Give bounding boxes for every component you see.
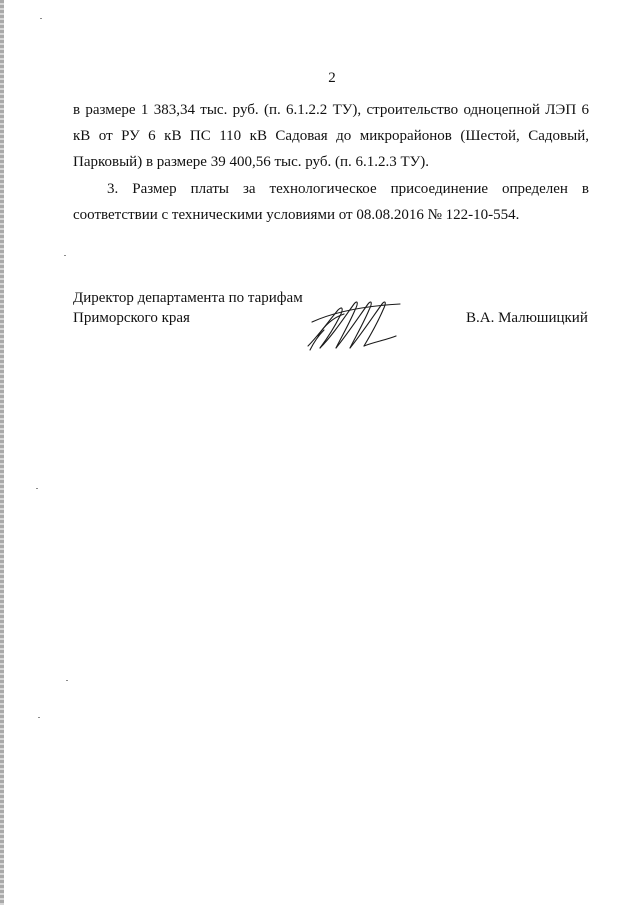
signatory-position-line: Приморского края <box>73 310 190 326</box>
scan-speck <box>36 488 38 489</box>
paragraph-line: 3. Размер платы за технологическое присоединение определен в <box>107 181 589 197</box>
page-number: 2 <box>328 70 336 86</box>
paragraph-line: кВ от РУ 6 кВ ПС 110 кВ Садовая до микрорайонов (Шестой, Садовый, <box>73 128 589 144</box>
scan-speck <box>64 255 66 256</box>
paragraph-tariff-amounts <box>73 97 589 175</box>
paragraph-line: в размере 1 383,34 тыс. руб. (п. 6.1.2.2 ТУ), строительство одноцепной ЛЭП 6 <box>73 102 589 118</box>
signatory-position <box>73 288 303 328</box>
scan-speck <box>38 717 40 718</box>
scan-speck <box>66 680 68 681</box>
paragraph-line: Парковый) в размере 39 400,56 тыс. руб. (п. 6.1.2.3 ТУ). <box>73 154 430 170</box>
scan-speck <box>40 18 42 19</box>
paragraph-fee-determination <box>73 176 589 228</box>
scan-edge-artifact <box>0 0 4 905</box>
handwritten-signature <box>304 296 404 354</box>
signatory-position-line: Директор департамента по тарифам <box>73 290 303 306</box>
signatory-name: В.А. Малюшицкий <box>466 310 588 326</box>
paragraph-line: соответствии с техническими условиями от 08.08.2016 № 122-10-554. <box>73 207 520 223</box>
